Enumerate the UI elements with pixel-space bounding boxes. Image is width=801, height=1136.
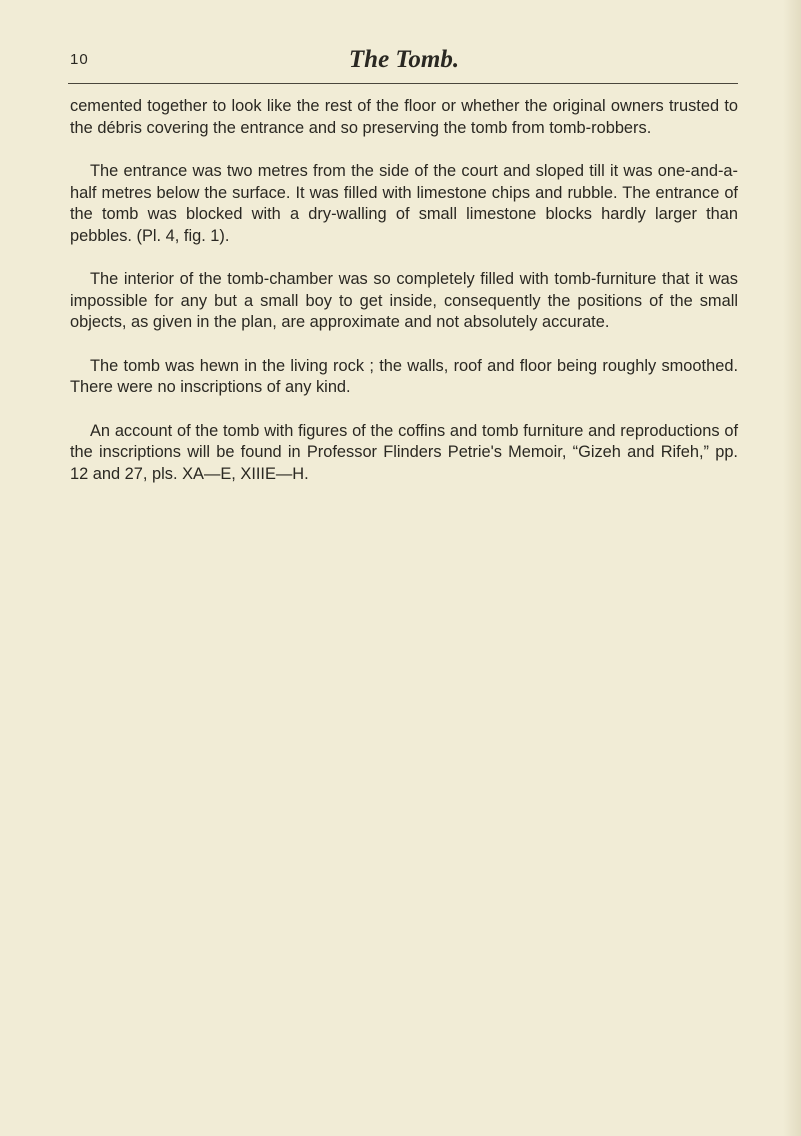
paragraph-1: cemented together to look like the rest of the floor or whether the original owners trusted to the débris covering the entrance and so preserving the tomb from tomb-robbers.: [70, 97, 738, 137]
body-text: [70, 96, 738, 507]
paragraph-3: The interior of the tomb-chamber was so completely filled with tomb-furniture that it was impossible for any but a small boy to get inside, consequently the positions of the small objects, as given in the plan, are approximate and not absolutely accurate.: [70, 270, 738, 331]
paragraph-5: An account of the tomb with figures of the coffins and tomb furniture and reproductions of the inscriptions will be found in Professor Flinders Petrie's Memoir, “Gizeh and Rifeh,” pp. 12 and 27, pls. XA—E, XIIIE—H.: [70, 421, 738, 483]
page-edge-shadow: [783, 0, 801, 1136]
running-head: [70, 46, 738, 80]
paragraph-2: The entrance was two metres from the side of the court and sloped till it was one-and-a-half metres below the surface. It was filled with limestone chips and rubble. The entrance of the tomb was blocked with a dry-walling of small limestone blocks hardly larger than pebbles. (Pl. 4, fig. 1).: [70, 162, 738, 245]
running-title: The Tomb.: [348, 46, 460, 73]
header-rule: [68, 83, 738, 84]
page-number: 10: [70, 51, 89, 68]
paragraph-4: The tomb was hewn in the living rock ; the walls, roof and floor being roughly smoothed. There were no inscriptions of any kind.: [70, 356, 738, 396]
